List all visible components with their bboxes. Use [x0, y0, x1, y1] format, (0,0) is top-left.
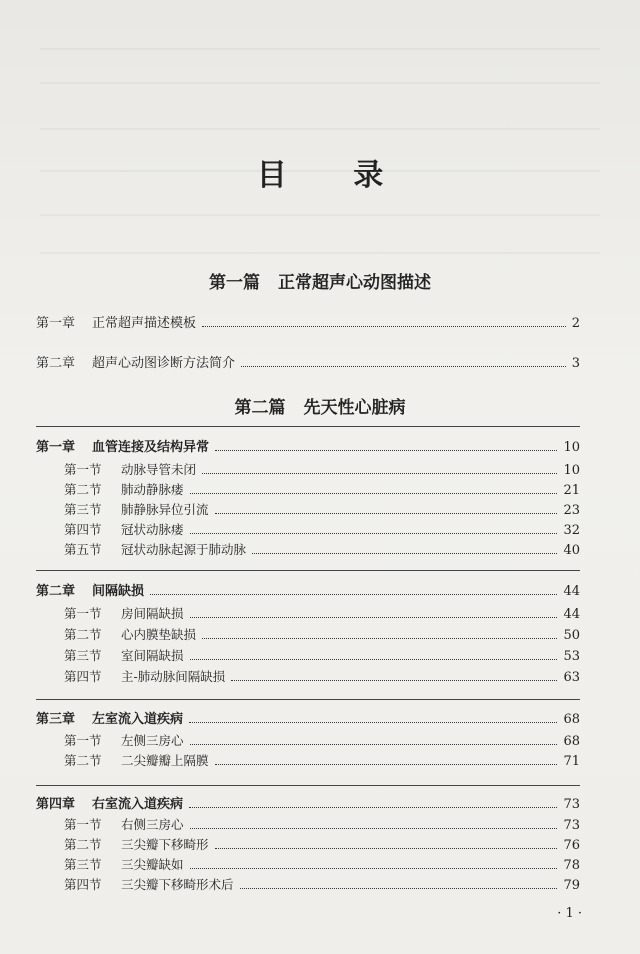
- leader-dots: [190, 493, 558, 494]
- divider: [36, 426, 580, 427]
- section-number: 第一节: [64, 462, 102, 477]
- chapter-title: 超声心动图诊断方法简介: [92, 356, 236, 371]
- toc-section-row[interactable]: [64, 480, 580, 498]
- toc-section-row[interactable]: [64, 751, 580, 769]
- page-ref: 73: [563, 797, 580, 812]
- toc-section-row[interactable]: [64, 540, 580, 558]
- section-number: 第一节: [64, 817, 102, 832]
- section-title: 房间隔缺损: [121, 606, 184, 621]
- page-ref: 53: [563, 649, 580, 664]
- section-title: 肺动静脉瘘: [121, 482, 184, 497]
- page-number: · 1 ·: [557, 906, 582, 921]
- leader-dots: [189, 722, 557, 723]
- toc-chapter-row[interactable]: [36, 352, 580, 371]
- chapter-title: 间隔缺损: [92, 584, 145, 599]
- bleed-through-line: [40, 48, 600, 50]
- toc-section-row[interactable]: [64, 520, 580, 538]
- part-number: 第一篇: [209, 273, 260, 293]
- page-ref: 78: [563, 858, 580, 873]
- section-title: 冠状动脉瘘: [121, 522, 184, 537]
- section-title: 左侧三房心: [121, 733, 184, 748]
- chapter-title: 正常超声描述模板: [92, 316, 197, 331]
- page-ref: 76: [563, 838, 580, 853]
- page-ref: 71: [563, 754, 580, 769]
- part-number: 第二篇: [234, 398, 286, 418]
- page-ref: 32: [563, 523, 580, 538]
- page-ref: 79: [563, 878, 580, 893]
- section-number: 第二节: [64, 837, 102, 852]
- section-number: 第一节: [64, 733, 102, 748]
- toc-chapter-row[interactable]: [36, 793, 580, 812]
- page-ref: 44: [563, 584, 580, 599]
- leader-dots: [189, 807, 557, 808]
- chapter-number: 第二章: [36, 584, 76, 599]
- part-heading: [0, 393, 640, 418]
- leader-dots: [150, 594, 557, 595]
- leader-dots: [190, 868, 558, 869]
- section-number: 第四节: [64, 877, 102, 892]
- page-ref: 21: [563, 483, 580, 498]
- leader-dots: [202, 326, 566, 327]
- toc-chapter-row[interactable]: [36, 708, 580, 727]
- leader-dots: [202, 473, 557, 474]
- page-ref: 68: [563, 734, 580, 749]
- bleed-through-line: [40, 214, 600, 216]
- toc-section-row[interactable]: [64, 625, 580, 643]
- leader-dots: [215, 450, 557, 451]
- leader-dots: [190, 659, 558, 660]
- section-title: 心内膜垫缺损: [121, 627, 197, 642]
- bleed-through-line: [40, 82, 600, 84]
- section-title: 肺静脉异位引流: [121, 502, 209, 517]
- chapter-number: 第四章: [36, 797, 76, 812]
- page-ref: 10: [563, 463, 580, 478]
- toc-section-row[interactable]: [64, 460, 580, 478]
- toc-section-row[interactable]: [64, 875, 580, 893]
- chapter-number: 第一章: [36, 316, 76, 331]
- section-number: 第三节: [64, 648, 102, 663]
- page-ref: 44: [563, 607, 580, 622]
- page-ref: 50: [563, 628, 580, 643]
- toc-chapter-row[interactable]: [36, 436, 580, 455]
- chapter-number: 第三章: [36, 712, 76, 727]
- leader-dots: [240, 888, 558, 889]
- section-title: 三尖瓣下移畸形: [121, 837, 209, 852]
- page-ref: 73: [563, 818, 580, 833]
- section-number: 第二节: [64, 627, 102, 642]
- section-number: 第四节: [64, 522, 102, 537]
- leader-dots: [241, 366, 566, 367]
- leader-dots: [190, 828, 558, 829]
- toc-chapter-row[interactable]: [36, 312, 580, 331]
- toc-section-row[interactable]: [64, 604, 580, 622]
- leader-dots: [231, 680, 557, 681]
- chapter-title: 右室流入道疾病: [92, 797, 184, 812]
- chapter-title: 左室流入道疾病: [92, 712, 184, 727]
- bleed-through-line: [40, 252, 600, 254]
- part-title: 先天性心脏病: [303, 398, 406, 418]
- leader-dots: [202, 638, 557, 639]
- section-number: 第三节: [64, 857, 102, 872]
- leader-dots: [215, 764, 558, 765]
- section-title: 主-肺动脉间隔缺损: [121, 669, 226, 684]
- section-number: 第一节: [64, 606, 102, 621]
- divider: [36, 785, 580, 786]
- section-title: 室间隔缺损: [121, 648, 184, 663]
- chapter-number: 第二章: [36, 356, 76, 371]
- leader-dots: [190, 617, 558, 618]
- toc-section-row[interactable]: [64, 500, 580, 518]
- section-title: 冠状动脉起源于肺动脉: [121, 542, 247, 557]
- page-ref: 63: [563, 670, 580, 685]
- page-ref: 2: [571, 316, 580, 331]
- section-title: 动脉导管未闭: [121, 462, 197, 477]
- toc-section-row[interactable]: [64, 855, 580, 873]
- section-number: 第五节: [64, 542, 102, 557]
- page-ref: 23: [563, 503, 580, 518]
- section-title: 三尖瓣下移畸形术后: [121, 877, 234, 892]
- page-ref: 3: [571, 356, 580, 371]
- divider: [36, 699, 580, 700]
- section-title: 右侧三房心: [121, 817, 184, 832]
- toc-section-row[interactable]: [64, 646, 580, 664]
- part-heading: [0, 268, 640, 293]
- section-number: 第四节: [64, 669, 102, 684]
- part-title: 正常超声心动图描述: [278, 273, 431, 293]
- section-number: 第二节: [64, 482, 102, 497]
- section-title: 二尖瓣瓣上隔膜: [121, 753, 209, 768]
- toc-section-row[interactable]: [64, 731, 580, 749]
- leader-dots: [252, 553, 557, 554]
- bleed-through-line: [40, 128, 600, 130]
- leader-dots: [215, 848, 558, 849]
- leader-dots: [190, 533, 558, 534]
- toc-chapter-row[interactable]: [36, 580, 580, 599]
- toc-section-row[interactable]: [64, 835, 580, 853]
- toc-section-row[interactable]: [64, 667, 580, 685]
- toc-section-row[interactable]: [64, 815, 580, 833]
- leader-dots: [190, 744, 558, 745]
- page-ref: 68: [563, 712, 580, 727]
- chapter-number: 第一章: [36, 440, 76, 455]
- page-ref: 10: [563, 440, 580, 455]
- page-title: 目 录: [256, 158, 412, 193]
- section-title: 三尖瓣缺如: [121, 857, 184, 872]
- chapter-title: 血管连接及结构异常: [92, 440, 210, 455]
- section-number: 第二节: [64, 753, 102, 768]
- divider: [36, 570, 580, 571]
- page-ref: 40: [563, 543, 580, 558]
- leader-dots: [215, 513, 558, 514]
- section-number: 第三节: [64, 502, 102, 517]
